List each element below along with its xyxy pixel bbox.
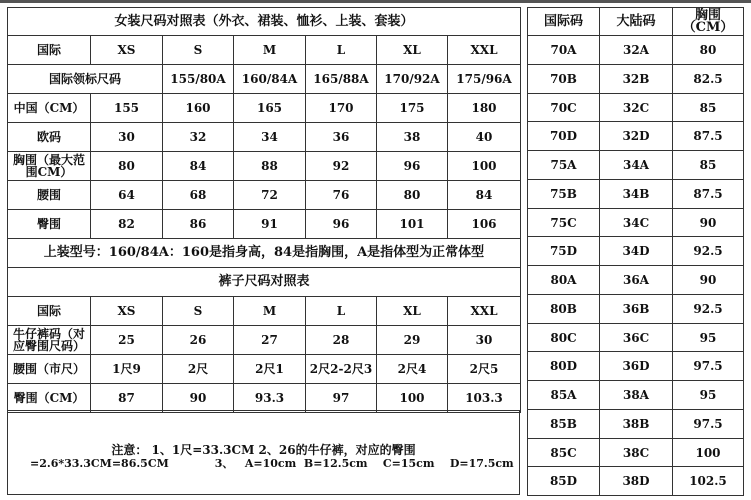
- pants-table-title: 裤子尺码对照表: [7, 267, 521, 297]
- table-cell: 26: [162, 325, 234, 355]
- table-cell: 30: [90, 122, 163, 152]
- bra-cell: 32C: [599, 93, 673, 123]
- bra-cell: 80B: [527, 294, 600, 324]
- table-cell: M: [233, 296, 306, 326]
- table-cell: 96: [376, 151, 448, 181]
- bra-cell: 87.5: [672, 121, 744, 151]
- bra-cell: 85A: [527, 380, 600, 410]
- table-cell: 100: [376, 383, 448, 413]
- table-cell: 80: [376, 180, 448, 210]
- bra-cell: 85D: [527, 466, 600, 496]
- table-cell: 88: [233, 151, 306, 181]
- bra-cell: 80A: [527, 265, 600, 295]
- table-cell: 165/88A: [305, 64, 377, 94]
- womens-note: 上装型号：160/84A：160是指身高，84是指胸围，A是指体型为正常体型: [7, 238, 521, 268]
- table-cell: 76: [305, 180, 377, 210]
- bra-cell: 80D: [527, 351, 600, 381]
- table-cell: 155/80A: [162, 64, 234, 94]
- table-cell: 170: [305, 93, 377, 123]
- footnote-line-1: 注意： 1、1尺=33.3CM 2、26的牛仔裤，对应的臀围: [111, 443, 416, 457]
- bra-cell: 36B: [599, 294, 673, 324]
- table-cell: 93.3: [233, 383, 306, 413]
- bra-cell: 36C: [599, 323, 673, 353]
- table-cell: 96: [305, 209, 377, 239]
- bra-cell: 82.5: [672, 64, 744, 94]
- table-cell: 92: [305, 151, 377, 181]
- bra-cell: 34B: [599, 179, 673, 209]
- table-cell: 29: [376, 325, 448, 355]
- table-cell: 38: [376, 122, 448, 152]
- table-cell: 87: [90, 383, 163, 413]
- bra-cell: 80C: [527, 323, 600, 353]
- table-cell: XS: [90, 296, 163, 326]
- bra-cell: 85C: [527, 438, 600, 468]
- row-label: 国际: [7, 35, 91, 65]
- table-cell: 40: [447, 122, 521, 152]
- table-cell: 32: [162, 122, 234, 152]
- table-cell: 103.3: [447, 383, 521, 413]
- table-cell: 30: [447, 325, 521, 355]
- row-label: 腰围: [7, 180, 91, 210]
- table-cell: 34: [233, 122, 306, 152]
- table-cell: 101: [376, 209, 448, 239]
- table-cell: S: [162, 35, 234, 65]
- bra-cell: 85: [672, 93, 744, 123]
- table-cell: 170/92A: [376, 64, 448, 94]
- bra-header: 大陆码: [599, 7, 673, 36]
- table-cell: 165: [233, 93, 306, 123]
- table-cell: 64: [90, 180, 163, 210]
- bra-cell: 34C: [599, 208, 673, 238]
- bra-cell: 95: [672, 323, 744, 353]
- row-label: 腰围（市尺）: [7, 354, 91, 384]
- table-cell: 84: [447, 180, 521, 210]
- table-cell: 2尺2-2尺3: [305, 354, 377, 384]
- bra-cell: 34D: [599, 236, 673, 266]
- table-cell: 155: [90, 93, 163, 123]
- table-cell: 68: [162, 180, 234, 210]
- bra-cell: 97.5: [672, 409, 744, 439]
- table-cell: XL: [376, 35, 448, 65]
- bra-cell: 38A: [599, 380, 673, 410]
- bra-header: 胸围（CM）: [672, 7, 744, 36]
- table-cell: 160/84A: [233, 64, 306, 94]
- row-label: 国际: [7, 296, 91, 326]
- bra-cell: 92.5: [672, 236, 744, 266]
- table-cell: 25: [90, 325, 163, 355]
- table-cell: 160: [162, 93, 234, 123]
- table-cell: 175/96A: [447, 64, 521, 94]
- bra-cell: 75D: [527, 236, 600, 266]
- table-cell: 80: [90, 151, 163, 181]
- table-cell: 1尺9: [90, 354, 163, 384]
- table-cell: 82: [90, 209, 163, 239]
- table-cell: XL: [376, 296, 448, 326]
- bra-cell: 32A: [599, 35, 673, 65]
- table-cell: 2尺: [162, 354, 234, 384]
- bra-cell: 90: [672, 265, 744, 295]
- table-cell: M: [233, 35, 306, 65]
- table-cell: 97: [305, 383, 377, 413]
- top-border: [0, 0, 751, 3]
- footnote: [7, 410, 520, 495]
- table-cell: 175: [376, 93, 448, 123]
- footnote-line-2: =2.6*33.3CM=86.5CM 3、 A=10cm B=12.5cm C=15cm D=17.5cm: [30, 457, 514, 470]
- table-cell: XS: [90, 35, 163, 65]
- row-label: 国际领标尺码: [7, 64, 163, 94]
- bra-cell: 102.5: [672, 466, 744, 496]
- bra-cell: 38B: [599, 409, 673, 439]
- table-cell: L: [305, 296, 377, 326]
- bra-cell: 70C: [527, 93, 600, 123]
- row-label: 胸围（最大范围CM）: [7, 151, 91, 181]
- table-cell: 27: [233, 325, 306, 355]
- bra-cell: 100: [672, 438, 744, 468]
- bra-cell: 97.5: [672, 351, 744, 381]
- bra-cell: 34A: [599, 150, 673, 180]
- bra-cell: 32B: [599, 64, 673, 94]
- table-cell: 2尺1: [233, 354, 306, 384]
- bra-cell: 75B: [527, 179, 600, 209]
- row-label: 臀围（CM）: [7, 383, 91, 413]
- table-cell: XXL: [447, 35, 521, 65]
- table-cell: S: [162, 296, 234, 326]
- bra-cell: 95: [672, 380, 744, 410]
- womens-table-title: 女装尺码对照表（外衣、裙装、恤衫、上装、套装）: [7, 7, 521, 36]
- bra-cell: 85: [672, 150, 744, 180]
- bra-cell: 70B: [527, 64, 600, 94]
- bra-cell: 32D: [599, 121, 673, 151]
- bra-cell: 75C: [527, 208, 600, 238]
- table-cell: 2尺4: [376, 354, 448, 384]
- bra-cell: 85B: [527, 409, 600, 439]
- bra-cell: 36D: [599, 351, 673, 381]
- bra-header: 国际码: [527, 7, 600, 36]
- bra-cell: 80: [672, 35, 744, 65]
- table-cell: 2尺5: [447, 354, 521, 384]
- table-cell: 86: [162, 209, 234, 239]
- table-cell: 100: [447, 151, 521, 181]
- row-label: 牛仔裤码（对应臀围尺码）: [7, 325, 91, 355]
- table-cell: 36: [305, 122, 377, 152]
- bra-cell: 38D: [599, 466, 673, 496]
- table-cell: 180: [447, 93, 521, 123]
- bra-cell: 38C: [599, 438, 673, 468]
- bra-cell: 70D: [527, 121, 600, 151]
- bra-cell: 92.5: [672, 294, 744, 324]
- table-cell: 91: [233, 209, 306, 239]
- bra-cell: 90: [672, 208, 744, 238]
- bra-cell: 36A: [599, 265, 673, 295]
- bra-cell: 75A: [527, 150, 600, 180]
- bra-cell: 70A: [527, 35, 600, 65]
- table-cell: 84: [162, 151, 234, 181]
- table-cell: 28: [305, 325, 377, 355]
- table-cell: 90: [162, 383, 234, 413]
- row-label: 中国（CM）: [7, 93, 91, 123]
- bra-cell: 87.5: [672, 179, 744, 209]
- table-cell: 72: [233, 180, 306, 210]
- table-cell: 106: [447, 209, 521, 239]
- row-label: 臀围: [7, 209, 91, 239]
- table-cell: L: [305, 35, 377, 65]
- table-cell: XXL: [447, 296, 521, 326]
- row-label: 欧码: [7, 122, 91, 152]
